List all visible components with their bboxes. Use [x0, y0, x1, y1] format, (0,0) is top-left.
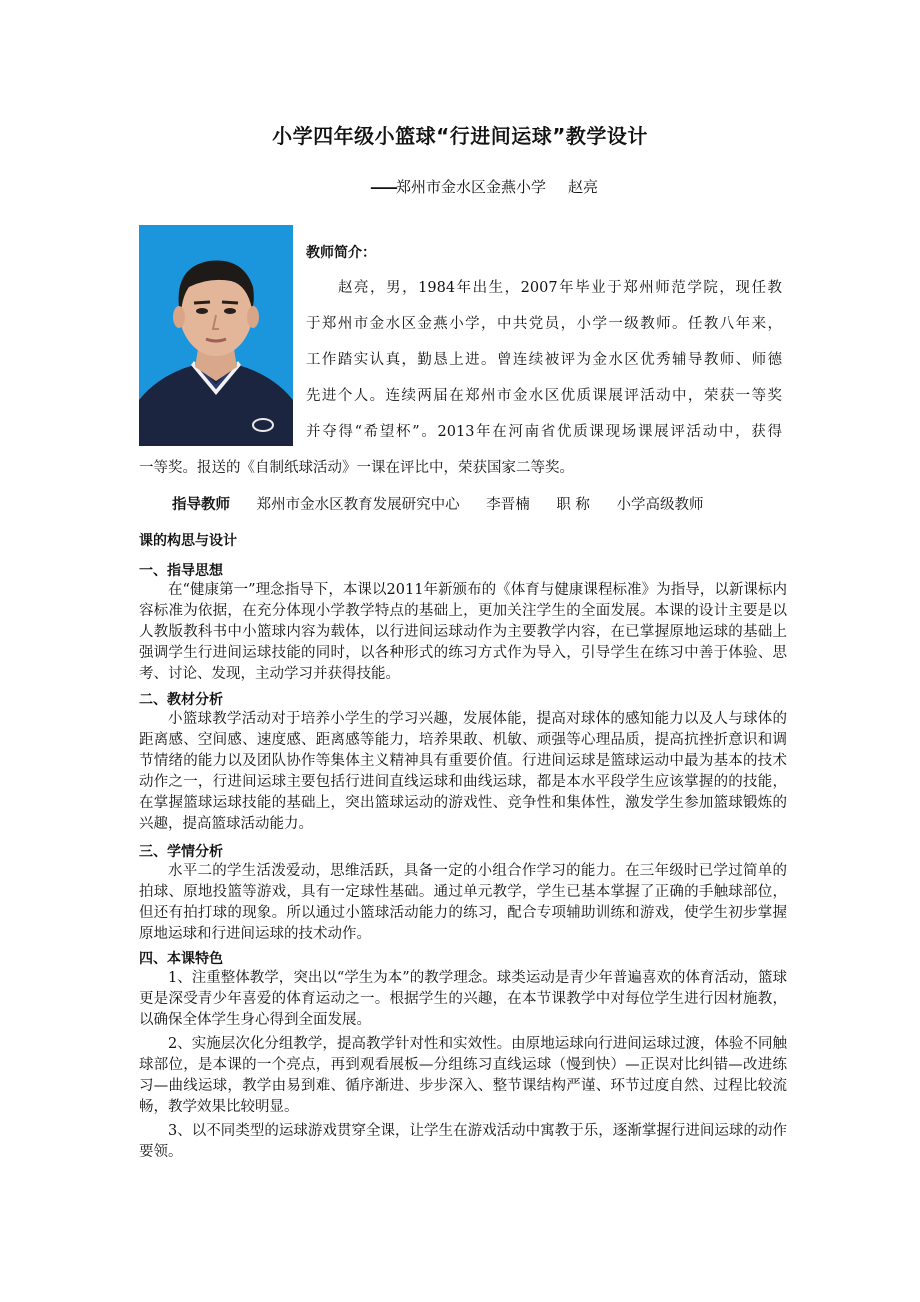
section-1-heading: 一、指导思想	[139, 563, 223, 579]
author-name: 赵亮	[568, 178, 599, 196]
bio-line-2: 于郑州市金水区金燕小学，中共党员，小学一级教师。任教八年来，	[306, 316, 782, 332]
advisor-org: 郑州市金水区教育发展研究中心	[256, 497, 460, 513]
advisor-line	[172, 493, 726, 514]
teacher-photo	[139, 225, 293, 446]
section-2-heading: 二、教材分析	[139, 692, 223, 708]
advisor-name: 李晋楠	[486, 497, 530, 513]
section-1-text: 在“健康第一”理念指导下，本课以2011年新颁布的《体育与健康课程标准》为指导，以新课标内容标准为依据，在充分体现小学教学特点的基础上，更加关注学生的全面发展。本课的设计主要是以人教版教科书中小篮球内容为载体，以行进间运球动作为主要教学内容，在已掌握原地运球的基础上强调学生行进间运球技能的同时，以各种形式的练习方式作为导入，引导学生在练习中善于体验、思考、讨论、发现，主动学习并获得技能。	[139, 582, 787, 682]
bio-heading: 教师简介：	[306, 245, 376, 261]
advisor-label: 指导教师	[172, 497, 230, 513]
document-title: 小学四年级小篮球“行进间运球”教学设计	[272, 124, 648, 148]
bio-line-4: 先进个人。连续两届在郑州市金水区优质课展评活动中，荣获一等奖	[306, 388, 782, 404]
section-4-paragraph-3: 3、以不同类型的运球游戏贯穿全课，让学生在游戏活动中寓教于乐，逐渐掌握行进间运球的动作要领。	[139, 1123, 787, 1160]
advisor-title-value: 小学高级教师	[616, 497, 704, 513]
design-heading: 课的构思与设计	[139, 533, 237, 549]
section-3-text: 水平二的学生活泼爱动，思维活跃，具备一定的小组合作学习的能力。在三年级时已学过简单的拍球、原地投篮等游戏，具有一定球性基础。通过单元教学，学生已基本掌握了正确的手触球部位，但还有拍打球的现象。所以通过小篮球活动能力的练习，配合专项辅助训练和游戏，使学生初步掌握原地运球和行进间运球的技术动作。	[139, 863, 787, 942]
bio-line-5: 并夺得“希望杯”。2013年在河南省优质课现场课展评活动中，获得	[306, 424, 782, 440]
author-line	[370, 176, 598, 197]
school-name: 郑州市金水区金燕小学	[396, 178, 547, 196]
advisor-title-label: 职 称	[556, 497, 590, 513]
bio-line-6: 一等奖。报送的《自制纸球活动》一课在评比中，荣获国家二等奖。	[139, 460, 574, 476]
subtitle-dash: ——	[370, 178, 396, 196]
bio-line-1: 赵亮，男，1984年出生，2007年毕业于郑州师范学院，现任教	[338, 280, 782, 296]
section-4-paragraph-2: 2、实施层次化分组教学，提高教学针对性和实效性。由原地运球向行进间运球过渡，体验不同触球部位，是本课的一个亮点，再到观看展板—分组练习直线运球（慢到快）—正误对比纠错—改进练习—曲线运球，教学由易到难、循序渐进、步步深入、整节课结构严谨、环节过度自然、过程比较流畅，教学效果比较明显。	[139, 1036, 787, 1115]
bio-line-3: 工作踏实认真，勤恳上进。曾连续被评为金水区优秀辅导教师、师德	[306, 352, 782, 368]
section-3-heading: 三、学情分析	[139, 844, 223, 860]
section-4-paragraph-1: 1、注重整体教学，突出以“学生为本”的教学理念。球类运动是青少年普遍喜欢的体育活动，篮球更是深受青少年喜爱的体育运动之一。根据学生的兴趣，在本节课教学中对每位学生进行因材施教，以确保全体学生身心得到全面发展。	[139, 970, 787, 1028]
section-4-heading: 四、本课特色	[139, 951, 223, 967]
section-2-text: 小篮球教学活动对于培养小学生的学习兴趣，发展体能，提高对球体的感知能力以及人与球体的距离感、空间感、速度感、距离感等能力，培养果敢、机敏、顽强等心理品质，提高抗挫折意识和调节情绪的能力以及团队协作等集体主义精神具有重要价值。行进间运球是篮球运动中最为基本的技术动作之一，行进间运球主要包括行进间直线运球和曲线运球，都是本水平段学生应该掌握的的技能，在掌握篮球运球技能的基础上，突出篮球运动的游戏性、竞争性和集体性，激发学生参加篮球锻炼的兴趣，提高篮球活动能力。	[139, 711, 787, 832]
